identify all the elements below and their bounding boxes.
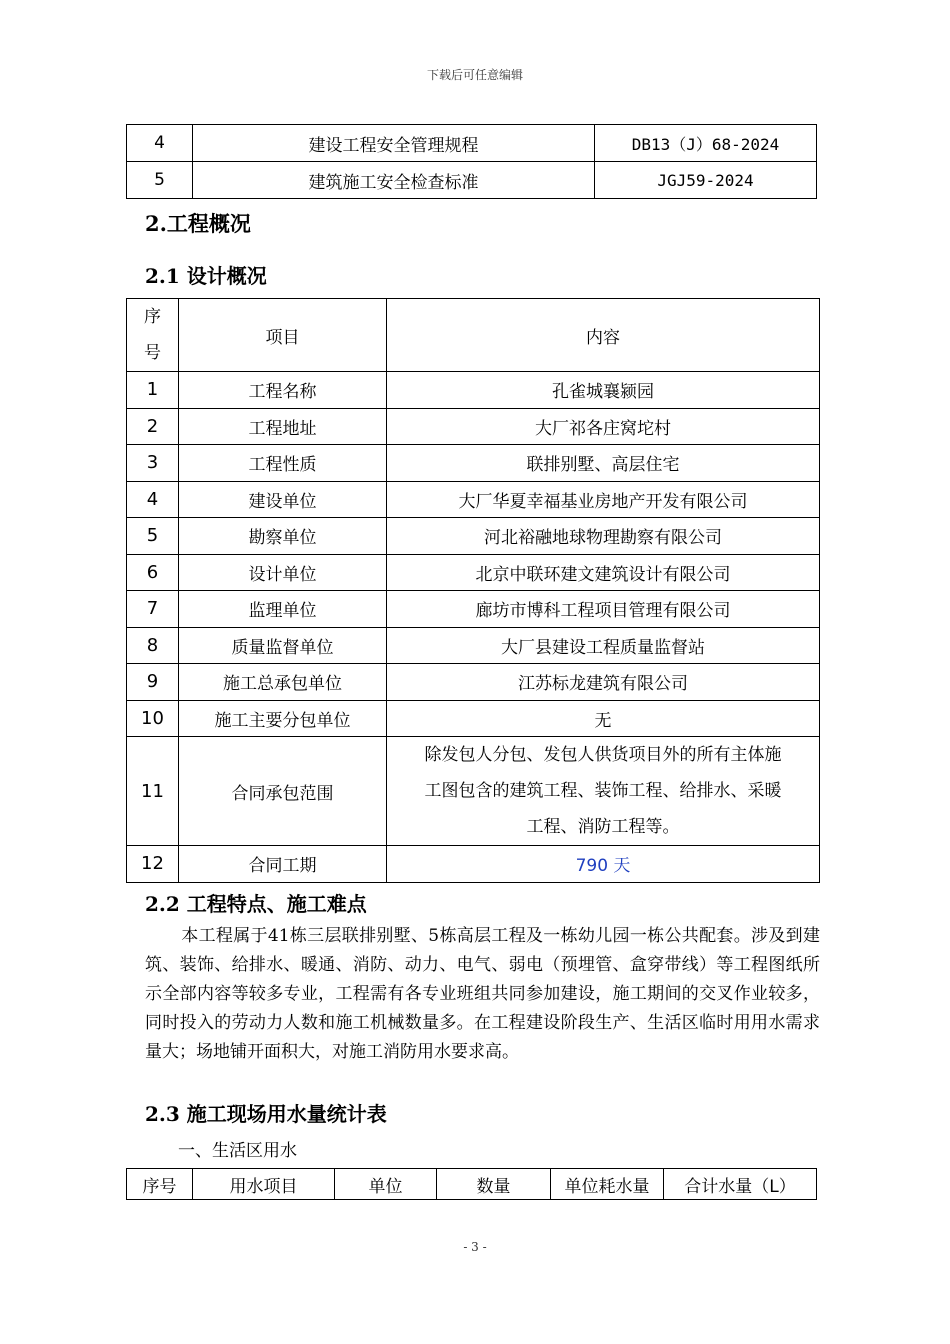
header-cell: 序号 [127,1169,193,1200]
row-content: 大厂华夏幸福基业房地产开发有限公司 [387,481,820,518]
std-code: JGJ59-2024 [595,162,817,199]
table-row [127,591,820,628]
project-features-paragraph [145,922,820,1067]
table-row [127,481,820,518]
table-row [127,554,820,591]
section-2-2-title: 2.2 工程特点、施工难点 [145,892,367,916]
std-name: 建筑施工安全检查标准 [193,162,595,199]
row-no: 6 [127,554,179,591]
row-content: 无 [387,700,820,737]
row-item: 工程地址 [179,408,387,445]
header-no [127,299,179,372]
row-item: 设计单位 [179,554,387,591]
row-content: 河北裕融地球物理勘察有限公司 [387,518,820,555]
row-item: 质量监督单位 [179,627,387,664]
table-row [127,664,820,701]
standards-table [126,124,817,199]
design-overview-table [126,298,820,883]
content-line: 除发包人分包、发包人供货项目外的所有主体施 [424,745,782,765]
row-no: 7 [127,591,179,628]
table-row [127,445,820,482]
row-item: 合同承包范围 [179,737,387,846]
table-header-row [127,299,820,372]
row-no: 3 [127,445,179,482]
table-row [127,162,817,199]
section-2-1-title: 2.1 设计概况 [145,264,267,288]
header-cell: 用水项目 [193,1169,335,1200]
header-content: 内容 [387,299,820,372]
header-cell: 单位耗水量 [551,1169,664,1200]
row-no: 8 [127,627,179,664]
content-line: 工程、消防工程等。 [526,817,680,837]
row-no: 12 [127,846,179,883]
header-cell: 单位 [335,1169,437,1200]
row-content: 江苏标龙建筑有限公司 [387,664,820,701]
page-header: 下载后可任意编辑 [426,68,523,82]
header-cell: 数量 [437,1169,551,1200]
row-item: 施工主要分包单位 [179,700,387,737]
water-usage-table [126,1168,817,1200]
std-code: DB13（J）68-2024 [595,125,817,162]
std-no: 4 [127,125,193,162]
table-row [127,518,820,555]
header-no-top: 序 [144,307,161,327]
row-content: 孔雀城襄颍园 [387,372,820,409]
row-no: 11 [127,737,179,846]
std-no: 5 [127,162,193,199]
header-cell: 合计水量（L） [664,1169,817,1200]
row-item: 监理单位 [179,591,387,628]
duration-days: 790 [575,856,609,877]
table-row [127,372,820,409]
table-row [127,700,820,737]
paragraph-text: 本工程属于41栋三层联排别墅、5栋高层工程及一栋幼儿园一栋公共配套。涉及到建筑、装饰、给排水、暖通、消防、动力、电气、弱电（预埋管、盒穿带线）等工程图纸所示全部内容等较多专业，工程需有各专业班组共同参加建设，施工期间的交叉作业较多，同时投入的劳动力人数和施工机械数量多。在工程建设阶段生产、生活区临时用用水需求量大；场地铺开面积大，对施工消防用水要求高。 [145,926,820,1062]
table-row [127,627,820,664]
table-row [127,737,820,846]
row-no: 9 [127,664,179,701]
header-item: 项目 [179,299,387,372]
row-no: 10 [127,700,179,737]
row-no: 4 [127,481,179,518]
subsection-title: 一、生活区用水 [178,1141,297,1161]
row-item: 工程名称 [179,372,387,409]
row-item: 合同工期 [179,846,387,883]
row-content: 廊坊市博科工程项目管理有限公司 [387,591,820,628]
row-item: 施工总承包单位 [179,664,387,701]
table-row [127,408,820,445]
content-line: 工图包含的建筑工程、装饰工程、给排水、采暖 [424,781,782,801]
page-number: - 3 - [463,1240,487,1254]
row-content: 大厂县建设工程质量监督站 [387,627,820,664]
row-no: 1 [127,372,179,409]
row-item: 工程性质 [179,445,387,482]
header-no-bottom: 号 [144,343,161,363]
row-no: 2 [127,408,179,445]
section-2-title: 2.工程概况 [145,211,251,236]
row-content: 北京中联环建文建筑设计有限公司 [387,554,820,591]
row-no: 5 [127,518,179,555]
table-row [127,846,820,883]
row-content [387,846,820,883]
row-content [387,737,820,846]
table-header-row [127,1169,817,1200]
row-item: 勘察单位 [179,518,387,555]
row-item: 建设单位 [179,481,387,518]
table-row [127,125,817,162]
std-name: 建设工程安全管理规程 [193,125,595,162]
section-2-3-title: 2.3 施工现场用水量统计表 [145,1102,387,1126]
duration-unit: 天 [613,856,631,877]
row-content: 大厂祁各庄窝坨村 [387,408,820,445]
row-content: 联排别墅、高层住宅 [387,445,820,482]
